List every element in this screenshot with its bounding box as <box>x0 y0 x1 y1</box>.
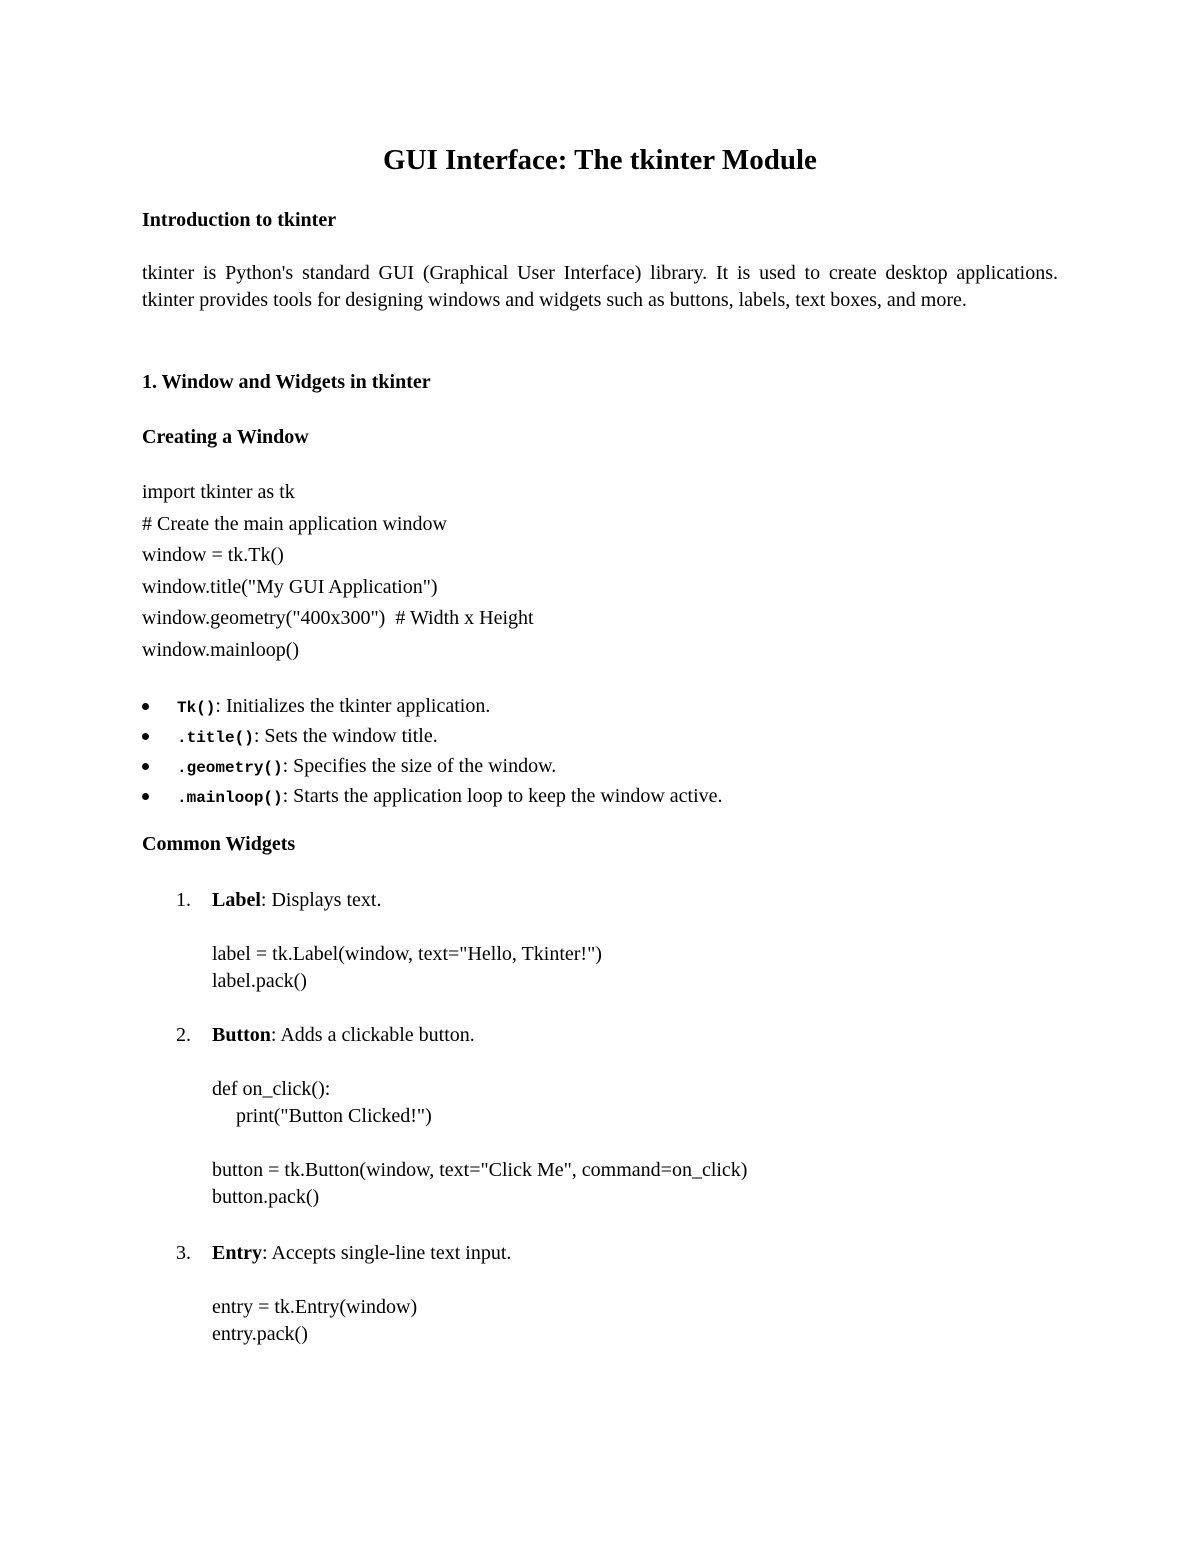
code-line: # Create the main application window <box>142 512 447 535</box>
list-item <box>142 722 723 752</box>
list-item <box>142 752 723 782</box>
code-line: button.pack() <box>212 1186 320 1208</box>
label-code-block <box>212 941 602 995</box>
code-line: window = tk.Tk() <box>142 544 284 566</box>
code-line: print("Button Clicked!") <box>236 1105 432 1127</box>
method-code: .geometry() <box>177 759 283 777</box>
widget-desc: : Adds a clickable button. <box>270 1024 475 1046</box>
method-code: .title() <box>177 729 254 747</box>
code-line: import tkinter as tk <box>142 481 295 503</box>
page-title: GUI Interface: The tkinter Module <box>383 144 817 176</box>
widget-desc: : Displays text. <box>260 889 382 911</box>
section1-heading: 1. Window and Widgets in tkinter <box>142 371 431 393</box>
intro-paragraph: tkinter is Python's standard GUI (Graphical User Interface) library. It is used to create desktop applications. tkinter provides tools for designing windows and widgets such as buttons, labels, text boxes, and more. <box>142 262 1058 311</box>
code-line <box>212 1130 747 1157</box>
code-line: window.title("My GUI Application") <box>142 575 438 598</box>
list-number: 1. <box>176 889 191 911</box>
common-widgets-heading: Common Widgets <box>142 833 296 855</box>
widget-name: Entry <box>212 1242 262 1264</box>
code-line: label = tk.Label(window, text="Hello, Tkinter!") <box>212 943 602 965</box>
widget-name: Label <box>212 889 261 911</box>
list-item <box>142 782 723 812</box>
method-code: Tk() <box>177 699 216 717</box>
intro-heading: Introduction to tkinter <box>142 209 337 231</box>
methods-list <box>142 692 723 812</box>
bullet-icon <box>142 793 149 800</box>
code-line: def on_click(): <box>212 1078 331 1100</box>
code-line: window.mainloop() <box>142 638 300 661</box>
list-number: 3. <box>176 1242 191 1264</box>
widget-desc: : Accepts single-line text input. <box>262 1242 512 1264</box>
code-line: label.pack() <box>212 970 307 992</box>
widget-item-label <box>176 886 381 914</box>
method-code: .mainloop() <box>177 789 283 807</box>
entry-code-block <box>212 1294 417 1348</box>
code-line: entry = tk.Entry(window) <box>212 1296 418 1318</box>
code-line: button = tk.Button(window, text="Click Me", command=on_click) <box>212 1159 748 1181</box>
method-desc: : Starts the application loop to keep the window active. <box>282 785 723 807</box>
bullet-icon <box>142 763 149 770</box>
list-item <box>142 692 723 722</box>
bullet-icon <box>142 703 149 710</box>
bullet-icon <box>142 733 149 740</box>
code-line: entry.pack() <box>212 1323 308 1345</box>
method-desc: : Initializes the tkinter application. <box>215 695 491 717</box>
method-desc: : Specifies the size of the window. <box>282 755 557 777</box>
code-line: window.geometry("400x300") # Width x Height <box>142 607 534 629</box>
button-code-block <box>212 1076 747 1211</box>
widget-name: Button <box>212 1024 271 1046</box>
list-number: 2. <box>176 1024 191 1046</box>
method-desc: : Sets the window title. <box>253 725 438 747</box>
widget-item-button <box>176 1021 475 1049</box>
creating-window-heading: Creating a Window <box>142 426 309 448</box>
window-code-block <box>142 477 534 666</box>
widget-item-entry <box>176 1239 511 1267</box>
